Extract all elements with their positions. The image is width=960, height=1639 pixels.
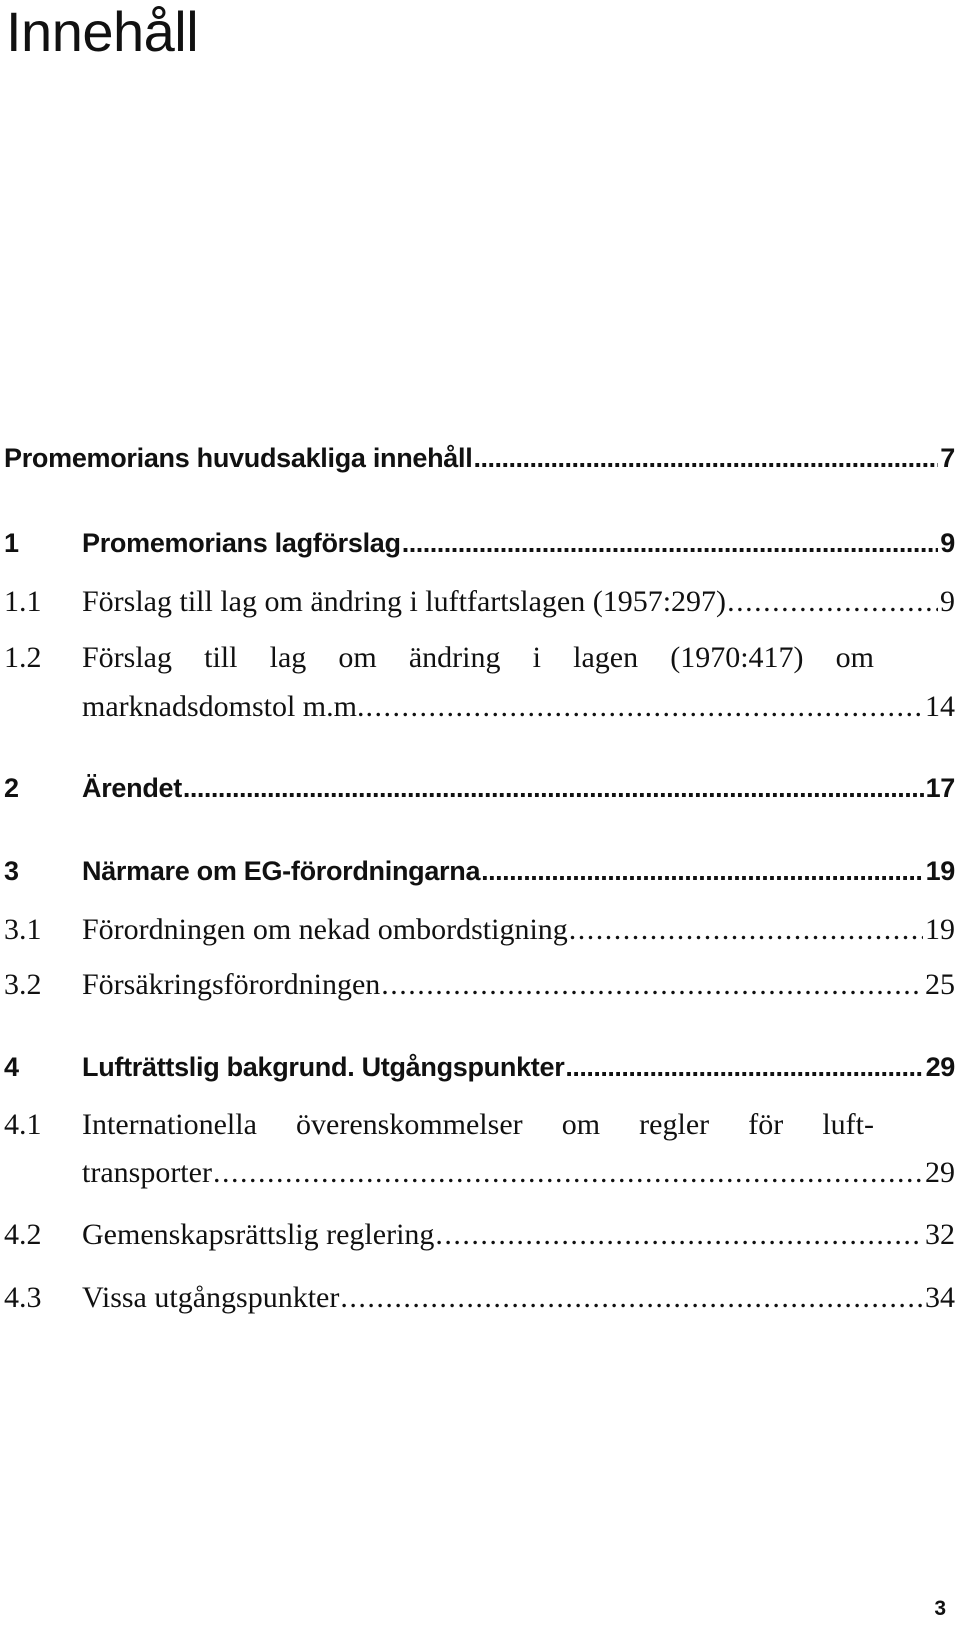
toc-entry-title-cont: marknadsdomstol m.m. — [82, 690, 365, 723]
toc-entry-title-cont: transporter — [82, 1156, 212, 1189]
toc-entry-page: 19 — [925, 913, 955, 946]
toc-entry-page: 34 — [925, 1281, 955, 1314]
toc-entry-title: Ärendet — [82, 773, 182, 803]
toc-entry-number: 3.2 — [4, 968, 42, 1001]
toc-entry-page: 14 — [925, 690, 955, 723]
dot-leader — [481, 856, 923, 887]
toc-entry-title: Gemenskapsrättslig reglering — [82, 1218, 435, 1251]
toc-entry-page: 7 — [940, 443, 955, 473]
toc-entry-number: 1.2 — [4, 641, 42, 674]
toc-entry-continuation — [4, 690, 955, 724]
toc-entry-continuation — [4, 1156, 955, 1190]
toc-entry-number: 4.2 — [4, 1218, 42, 1251]
toc-entry[interactable] — [4, 856, 955, 887]
toc-entry-title: Närmare om EG-förordningarna — [82, 856, 481, 886]
toc-entry-number: 4.3 — [4, 1281, 42, 1314]
toc-entry-number: 2 — [4, 773, 19, 803]
toc-entry-page: 25 — [925, 968, 955, 1001]
toc-entry[interactable] — [4, 443, 955, 474]
toc-entry[interactable] — [4, 585, 955, 619]
dot-leader — [565, 1052, 923, 1083]
toc-entry-page: 19 — [925, 856, 955, 886]
toc-entry-page: 17 — [925, 773, 955, 803]
toc-entry-page: 29 — [925, 1156, 955, 1189]
toc-entry[interactable] — [4, 773, 955, 804]
dot-leader — [727, 585, 938, 619]
toc-entry-page: 9 — [940, 585, 955, 618]
dot-leader — [435, 1218, 923, 1252]
dot-leader — [213, 1156, 923, 1190]
dot-leader — [381, 968, 923, 1002]
toc-entry-title: Förslag till lag om ändring i luftfartslagen (1957:297) — [82, 585, 727, 618]
dot-leader — [473, 443, 938, 474]
toc-entry-title: Promemorians huvudsakliga innehåll — [4, 443, 473, 473]
toc-entry-number: 4.1 — [4, 1108, 42, 1141]
dot-leader — [365, 690, 923, 724]
dot-leader — [183, 773, 924, 804]
dot-leader — [569, 913, 923, 947]
toc-entry[interactable] — [4, 968, 955, 1002]
toc-entry-title: Förordningen om nekad ombordstigning — [82, 913, 568, 946]
toc-entry-title: Promemorians lagförslag — [82, 528, 401, 558]
toc-entry-number: 3.1 — [4, 913, 42, 946]
toc-entry-page: 32 — [925, 1218, 955, 1251]
toc-entry-title: Internationella överenskommelser om regler för luft- — [82, 1108, 874, 1141]
toc-entry-page: 9 — [940, 528, 955, 558]
toc-entry-page: 29 — [925, 1052, 955, 1082]
toc-entry[interactable] — [4, 1218, 955, 1252]
toc-entry-number: 1 — [4, 528, 19, 558]
dot-leader — [340, 1281, 923, 1315]
page-number: 3 — [934, 1597, 946, 1620]
toc-entry[interactable] — [4, 1281, 955, 1315]
dot-leader — [402, 528, 939, 559]
toc-entry-title: Förslag till lag om ändring i lagen (1970:417) om — [82, 641, 874, 674]
toc-entry-title: Vissa utgångspunkter — [82, 1281, 340, 1314]
toc-entry[interactable] — [4, 913, 955, 947]
toc-entry[interactable] — [4, 1052, 955, 1083]
toc-entry-number: 4 — [4, 1052, 19, 1082]
toc-entry-title: Lufträttslig bakgrund. Utgångspunkter — [82, 1052, 565, 1082]
toc-entry-number: 1.1 — [4, 585, 42, 618]
toc-entry-title: Försäkringsförordningen — [82, 968, 381, 1001]
page-title: Innehåll — [6, 0, 199, 63]
toc-entry-number: 3 — [4, 856, 19, 886]
toc-entry[interactable] — [4, 528, 955, 559]
